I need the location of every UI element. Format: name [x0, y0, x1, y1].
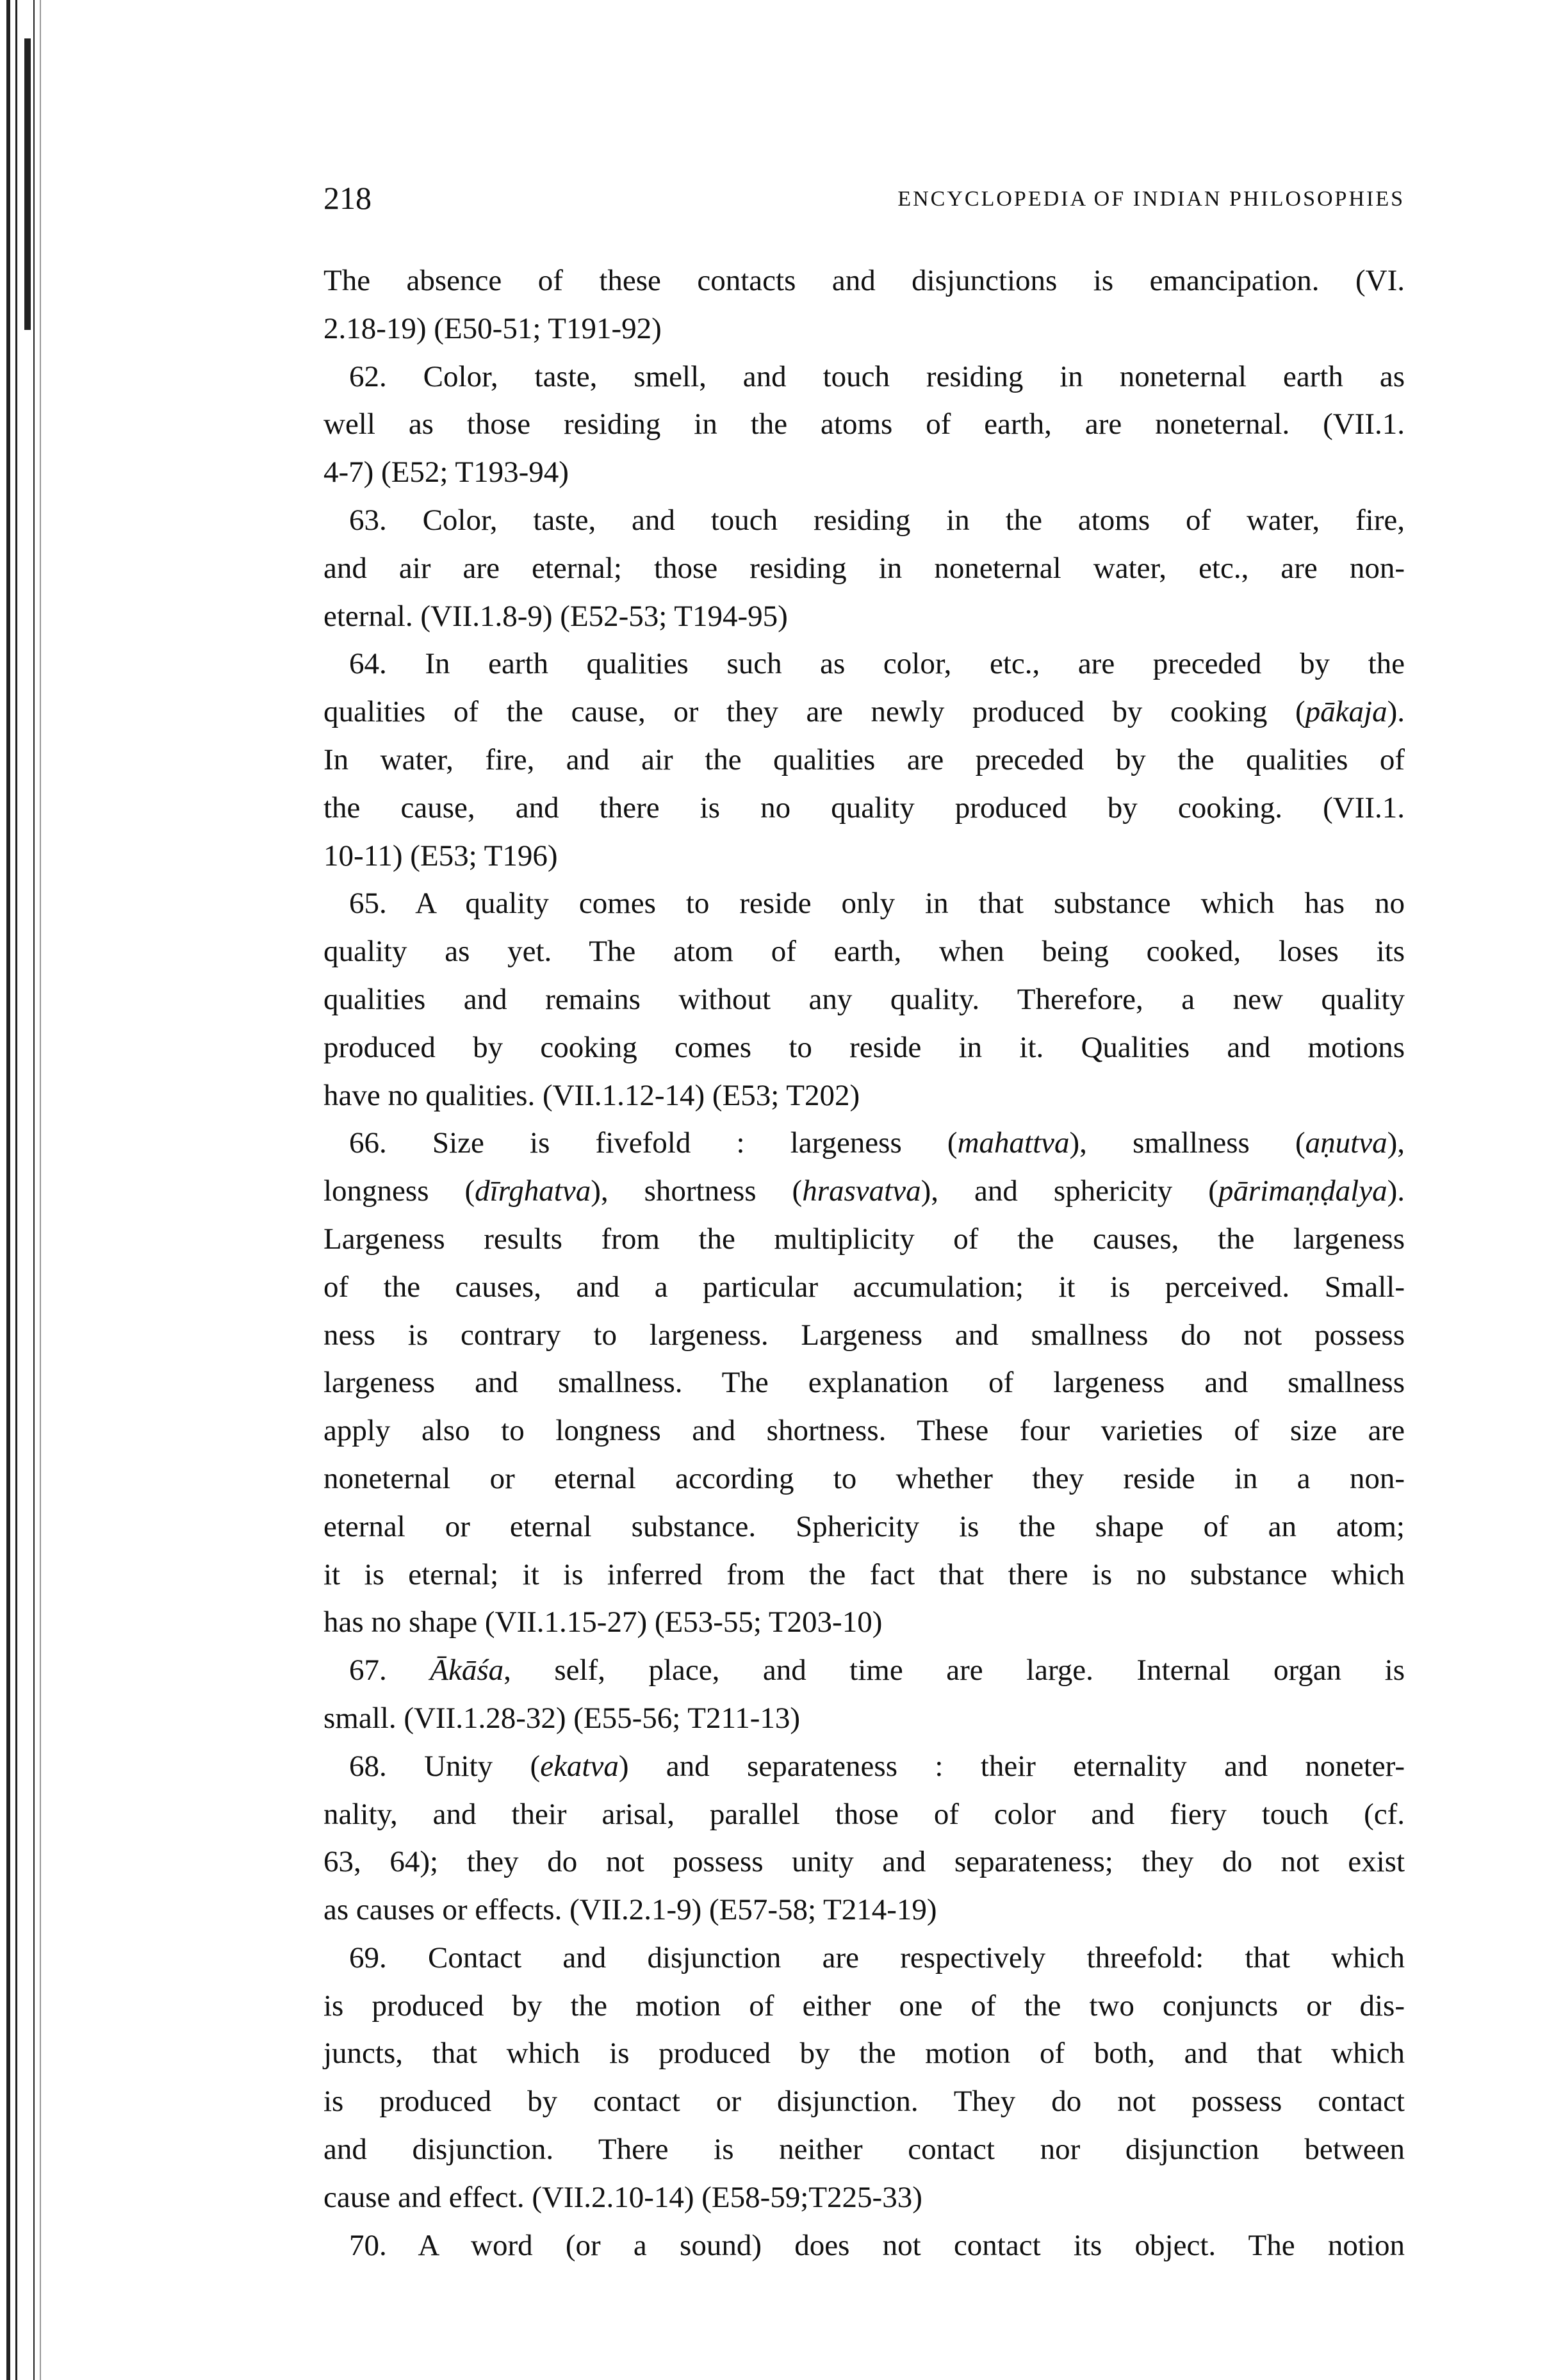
text-line: [323, 2222, 1405, 2270]
text-line: [323, 1646, 1405, 1695]
book-binding-edge: [0, 0, 58, 2380]
text-segment: ).: [1387, 1174, 1405, 1208]
text-line: [323, 2126, 1405, 2174]
text-line: [323, 1167, 1405, 1215]
text-line: [323, 1359, 1405, 1407]
text-line: [323, 1886, 1405, 1934]
text-segment: has no shape (VII.1.15-27) (E53-55; T203-10): [323, 1605, 883, 1639]
italic-term: dīrghatva: [475, 1174, 591, 1208]
paragraph: [323, 497, 1405, 640]
text-line: [323, 1743, 1405, 1791]
text-segment: 68. Unity (: [349, 1749, 541, 1783]
page-header: [323, 179, 1405, 218]
page-number: 218: [323, 180, 372, 216]
paragraph: [323, 2222, 1405, 2270]
text-line: [323, 1119, 1405, 1167]
text-segment: is produced by the motion of either one of the two conjuncts or dis-: [323, 1989, 1405, 2023]
text-segment: noneternal or eternal according to whether they reside in a non-: [323, 1461, 1405, 1495]
text-line: [323, 257, 1405, 305]
text-line: [323, 880, 1405, 928]
paragraph: [323, 1119, 1405, 1646]
text-line: [323, 448, 1405, 497]
text-segment: eternal or eternal substance. Sphericity is the shape of an atom;: [323, 1509, 1405, 1543]
text-line: [323, 1934, 1405, 1982]
text-segment: Largeness results from the multiplicity of the causes, the largeness: [323, 1222, 1405, 1256]
text-segment: nality, and their arisal, parallel those of color and fiery touch (cf.: [323, 1797, 1405, 1831]
text-segment: largeness and smallness. The explanation of largeness and smallness: [323, 1366, 1405, 1400]
text-line: [323, 1072, 1405, 1120]
text-line: [323, 736, 1405, 784]
text-segment: 66. Size is fivefold : largeness (: [349, 1126, 958, 1160]
paragraph: [323, 1934, 1405, 2222]
paragraph: [323, 1646, 1405, 1743]
text-line: [323, 1215, 1405, 1263]
text-segment: it is eternal; it is inferred from the fact that there is no substance which: [323, 1557, 1405, 1591]
text-segment: 10-11) (E53; T196): [323, 839, 558, 873]
text-segment: ness is contrary to largeness. Largeness and smallness do not possess: [323, 1318, 1405, 1352]
text-line: [323, 1982, 1405, 2030]
text-segment: 62. Color, taste, smell, and touch residing in noneternal earth as: [349, 359, 1405, 393]
text-segment: longness (: [323, 1174, 475, 1208]
text-segment: and disjunction. There is neither contact nor disjunction between: [323, 2133, 1405, 2167]
text-segment: eternal. (VII.1.8-9) (E52-53; T194-95): [323, 599, 788, 633]
page-body-text: [323, 257, 1405, 2269]
text-segment: 70. A word (or a sound) does not contact its object. The notion: [349, 2228, 1405, 2262]
text-line: [323, 545, 1405, 593]
text-line: [323, 1263, 1405, 1311]
text-segment: and air are eternal; those residing in noneternal water, etc., are non-: [323, 551, 1405, 585]
text-segment: ),: [1387, 1126, 1405, 1160]
text-segment: apply also to longness and shortness. These four varieties of size are: [323, 1414, 1405, 1448]
running-title: ENCYCLOPEDIA OF INDIAN PHILOSOPHIES: [897, 187, 1405, 211]
text-segment: 64. In earth qualities such as color, etc., are preceded by the: [349, 647, 1405, 681]
italic-term: mahattva: [957, 1126, 1070, 1160]
italic-term: pārimaṇḍalya: [1218, 1174, 1387, 1208]
paragraph: [323, 880, 1405, 1119]
text-line: [323, 2078, 1405, 2126]
text-line: [323, 1503, 1405, 1551]
text-line: [323, 1024, 1405, 1072]
text-segment: 69. Contact and disjunction are respectively threefold: that which: [349, 1941, 1405, 1974]
text-segment: ) and separateness : their eternality and noneter-: [618, 1749, 1405, 1783]
italic-term: pākaja: [1305, 695, 1387, 729]
text-segment: The absence of these contacts and disjunctions is emancipation. (VI.: [323, 264, 1405, 297]
text-line: [323, 1407, 1405, 1455]
text-line: [323, 400, 1405, 448]
text-segment: 63. Color, taste, and touch residing in the atoms of water, fire,: [349, 503, 1405, 537]
text-segment: ), smallness (: [1069, 1126, 1305, 1160]
text-line: [323, 832, 1405, 880]
text-line: [323, 1695, 1405, 1743]
italic-term: ekatva: [540, 1749, 619, 1783]
text-line: [323, 1791, 1405, 1839]
text-line: [323, 497, 1405, 545]
text-segment: , self, place, and time are large. Internal organ is: [503, 1654, 1405, 1687]
text-line: [323, 1551, 1405, 1599]
text-line: [323, 353, 1405, 401]
text-segment: 4-7) (E52; T193-94): [323, 455, 569, 489]
text-segment: quality as yet. The atom of earth, when being cooked, loses its: [323, 935, 1405, 969]
text-segment: well as those residing in the atoms of earth, are noneternal. (VII.1.: [323, 407, 1405, 441]
italic-term: Ākāśa: [430, 1654, 504, 1687]
text-line: [323, 928, 1405, 976]
text-line: [323, 688, 1405, 736]
italic-term: aṇutva: [1305, 1126, 1387, 1160]
text-segment: as causes or effects. (VII.2.1-9) (E57-58; T214-19): [323, 1893, 937, 1927]
paragraph: [323, 640, 1405, 880]
text-segment: 67.: [349, 1654, 430, 1687]
text-segment: qualities and remains without any quality. Therefore, a new quality: [323, 982, 1405, 1016]
text-line: [323, 305, 1405, 353]
text-segment: have no qualities. (VII.1.12-14) (E53; T202): [323, 1078, 860, 1112]
text-line: [323, 1598, 1405, 1646]
paragraph: [323, 353, 1405, 497]
text-segment: produced by cooking comes to reside in it. Qualities and motions: [323, 1030, 1405, 1064]
text-segment: qualities of the cause, or they are newly produced by cooking (: [323, 695, 1305, 729]
text-segment: ).: [1387, 695, 1405, 729]
italic-term: hrasvatva: [802, 1174, 921, 1208]
text-line: [323, 640, 1405, 688]
text-line: [323, 1838, 1405, 1886]
paragraph: [323, 1743, 1405, 1934]
text-segment: ), and sphericity (: [921, 1174, 1218, 1208]
text-line: [323, 784, 1405, 832]
text-segment: of the causes, and a particular accumulation; it is perceived. Small-: [323, 1270, 1405, 1304]
text-line: [323, 2030, 1405, 2078]
text-segment: small. (VII.1.28-32) (E55-56; T211-13): [323, 1701, 801, 1735]
text-line: [323, 2174, 1405, 2222]
text-segment: 2.18-19) (E50-51; T191-92): [323, 311, 662, 345]
text-segment: is produced by contact or disjunction. They do not possess contact: [323, 2085, 1405, 2119]
text-segment: juncts, that which is produced by the motion of both, and that which: [323, 2037, 1405, 2071]
text-line: [323, 1311, 1405, 1359]
text-line: [323, 976, 1405, 1024]
text-segment: In water, fire, and air the qualities are preceded by the qualities of: [323, 743, 1405, 776]
text-segment: cause and effect. (VII.2.10-14) (E58-59;T225-33): [323, 2180, 922, 2214]
text-segment: 65. A quality comes to reside only in that substance which has no: [349, 887, 1405, 921]
text-segment: ), shortness (: [591, 1174, 803, 1208]
text-segment: 63, 64); they do not possess unity and separateness; they do not exist: [323, 1845, 1405, 1879]
text-line: [323, 593, 1405, 641]
paragraph: [323, 257, 1405, 353]
text-segment: the cause, and there is no quality produced by cooking. (VII.1.: [323, 791, 1405, 825]
text-line: [323, 1455, 1405, 1503]
